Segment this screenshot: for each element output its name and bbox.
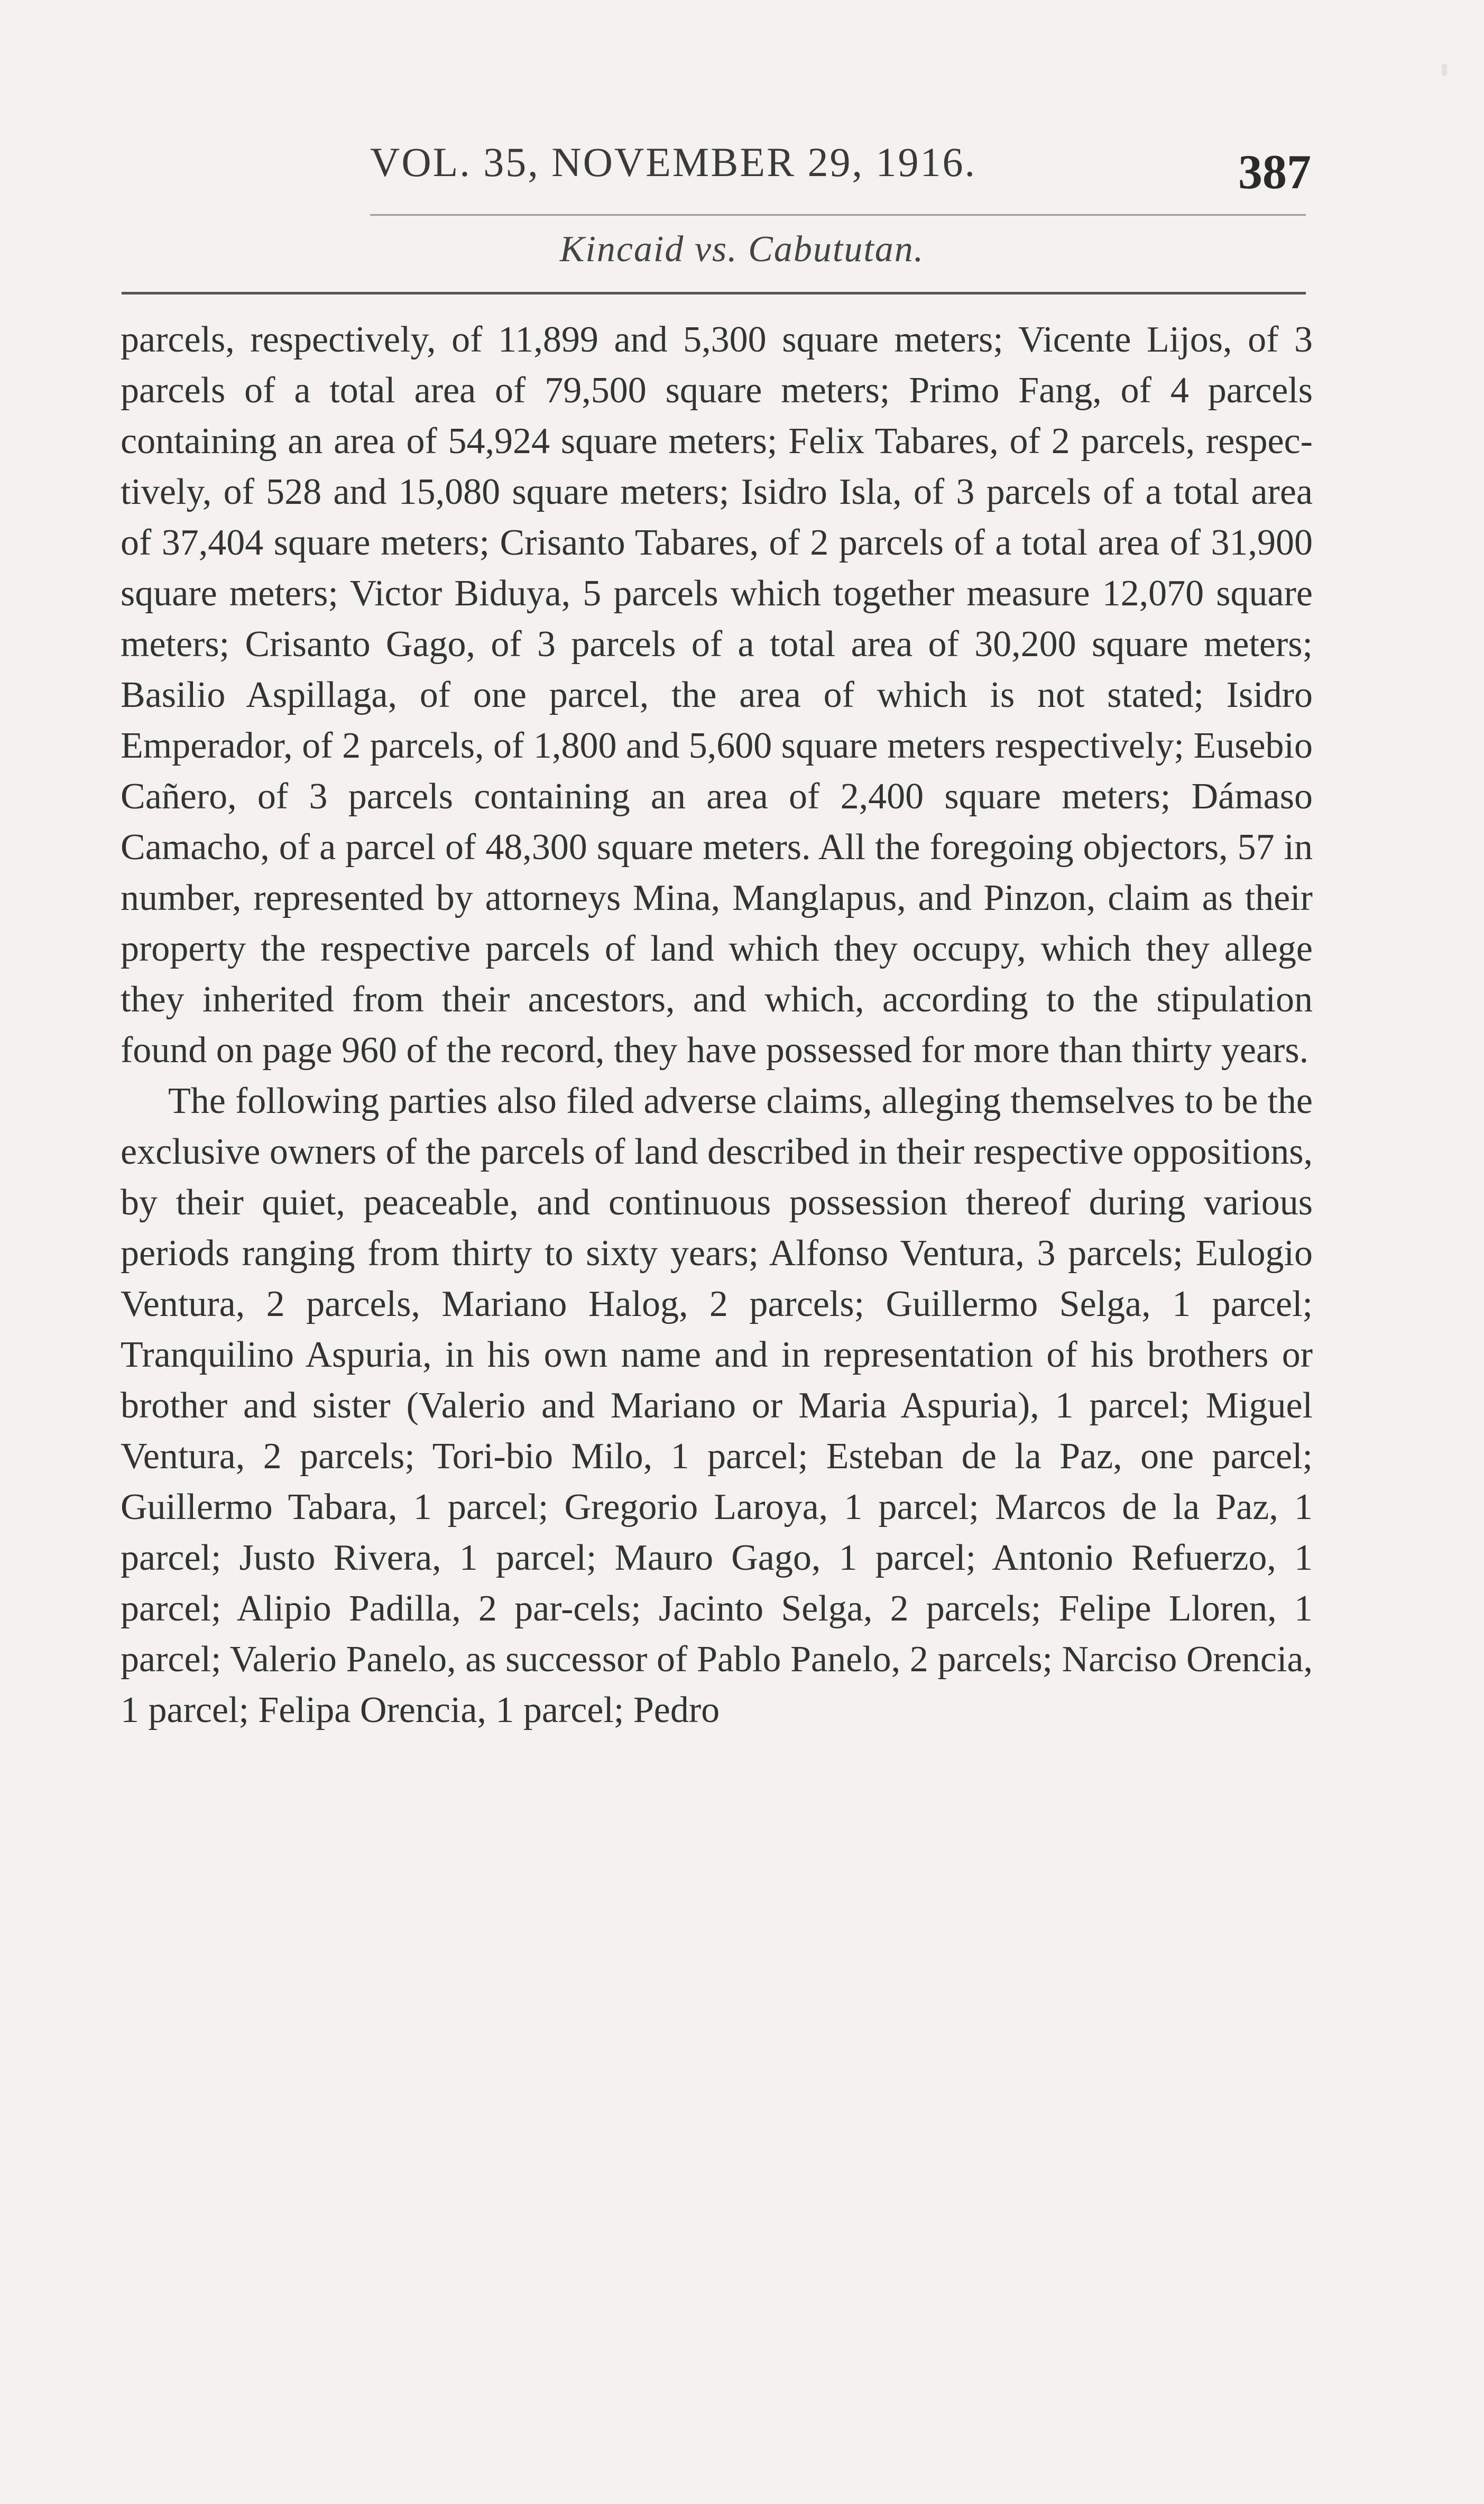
paragraph-adverse-claims: The following parties also filed adverse claims, alleging themselves to be the exclusive owners of the parcels of land described in their respective oppositions, by their quiet, peaceable, and continuous possession thereof during various periods ranging from thirty to sixty years; Alfonso Ventura, 3 parcels; Eulogio Ventura, 2 parcels, Mariano Halog, 2 parcels; Guillermo Selga, 1 parcel; Tranquilino Aspuria, in his own name and in representation of his brothers or brother and sister (Valerio and Mariano or Maria Aspuria), 1 parcel; Miguel Ventura, 2 parcels; Tori-bio Milo, 1 parcel; Esteban de la Paz, one parcel; Guillermo Tabara, 1 parcel; Gregorio Laroya, 1 parcel; Marcos de la Paz, 1 parcel; Justo Rivera, 1 parcel; Mauro Gago, 1 parcel; Antonio Refuerzo, 1 parcel; Alipio Padilla, 2 par-cels; Jacinto Selga, 2 parcels; Felipe Lloren, 1 parcel; Valerio Panelo, as successor of Pablo Panelo, 2 parcels; Narciso Orencia, 1 parcel; Felipa Orencia, 1 parcel; Pedro xyxy=(121,1081,1313,1730)
body-text xyxy=(121,315,1313,1736)
page-header xyxy=(116,139,1311,213)
page-number: 387 xyxy=(1238,145,1311,199)
running-head: VOL. 35, NOVEMBER 29, 1916. xyxy=(370,139,976,185)
paragraph-continued: parcels, respectively, of 11,899 and 5,300 square meters; Vicente Lijos, of 3 parcels of a total area of 79,500 square meters; Primo Fang, of 4 parcels containing an area of 54,924 square meters; Felix Tabares, of 2 parcels, respec-tively, of 528 and 15,080 square meters; Isidro Isla, of 3 parcels of a total area of 37,404 square meters; Crisanto Tabares, of 2 parcels of a total area of 31,900 square meters; Victor Biduya, 5 parcels which together measure 12,070 square meters; Crisanto Gago, of 3 parcels of a total area of 30,200 square meters; Basilio Aspillaga, of one parcel, the area of which is not stated; Isidro Emperador, of 2 parcels, of 1,800 and 5,600 square meters respectively; Eusebio Cañero, of 3 parcels containing an area of 2,400 square meters; Dámaso Camacho, of a parcel of 48,300 square meters. All the foregoing objectors, 57 in number, represented by attorneys Mina, Manglapus, and Pinzon, claim as their property the respective parcels of land which they occupy, which they allege they inherited from their ancestors, and which, according to the stipulation found on page 960 of the record, they have possessed for more than thirty years. xyxy=(121,319,1313,1071)
title-divider xyxy=(122,292,1306,294)
header-divider xyxy=(370,214,1306,216)
scan-speck xyxy=(1442,63,1447,76)
case-title: Kincaid vs. Cabututan. xyxy=(559,229,925,270)
